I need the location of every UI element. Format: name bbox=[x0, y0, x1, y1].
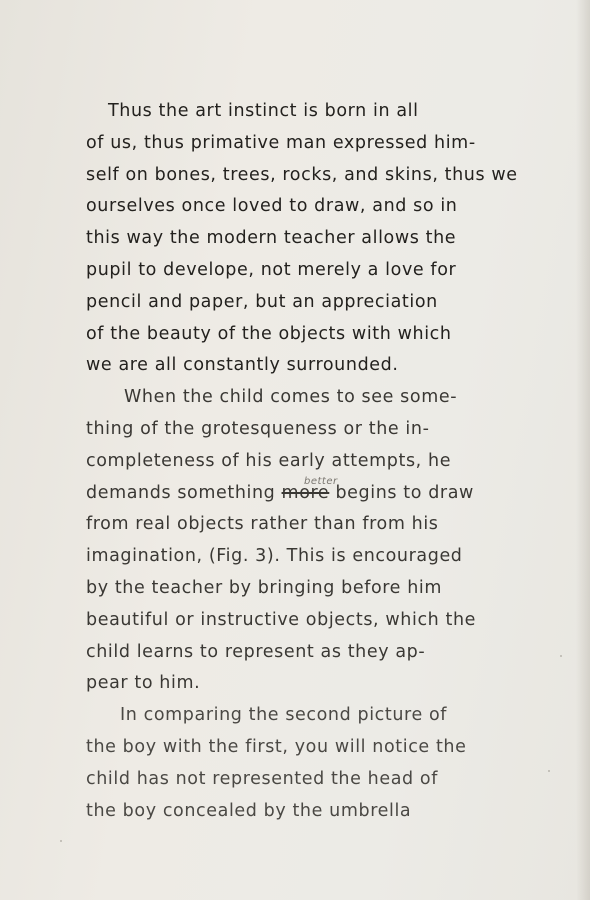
text-line: of us, thus primative man expressed him- bbox=[86, 132, 476, 153]
text-line: pencil and paper, but an appreciation bbox=[86, 291, 438, 312]
text-line: thing of the grotesqueness or the in- bbox=[86, 418, 430, 439]
text-line: by the teacher by bringing before him bbox=[86, 577, 442, 598]
struck-word: more bbox=[281, 482, 330, 503]
paper-speck bbox=[60, 840, 62, 842]
text-line: ourselves once loved to draw, and so in bbox=[86, 196, 458, 217]
text-line: this way the modern teacher allows the bbox=[86, 228, 457, 249]
text-line: child has not represented the head of bbox=[86, 768, 438, 789]
text-line: pupil to develope, not merely a love for bbox=[86, 259, 457, 280]
text-line: When the child comes to see some- bbox=[124, 387, 458, 408]
text-segment: begins to draw bbox=[329, 482, 474, 503]
text-line: from real objects rather than from his bbox=[86, 514, 439, 535]
inserted-word: better bbox=[304, 475, 338, 487]
text-line-with-correction bbox=[86, 475, 526, 510]
text-line: pear to him. bbox=[86, 673, 201, 694]
paper-speck bbox=[548, 770, 550, 772]
text-line: we are all constantly surrounded. bbox=[86, 355, 399, 376]
text-line: In comparing the second picture of bbox=[120, 705, 448, 726]
text-line: of the beauty of the objects with which bbox=[86, 323, 452, 344]
paper-speck bbox=[560, 655, 562, 657]
handwritten-text bbox=[86, 96, 526, 827]
text-line: the boy with the first, you will notice the bbox=[86, 736, 467, 757]
text-line: beautiful or instructive objects, which the bbox=[86, 609, 477, 630]
text-line: completeness of his early attempts, he bbox=[86, 450, 452, 471]
text-line: Thus the art instinct is born in all bbox=[108, 101, 419, 121]
text-line: child learns to represent as they ap- bbox=[86, 641, 426, 662]
text-segment: demands something bbox=[86, 482, 282, 503]
text-line: self on bones, trees, rocks, and skins, thus we bbox=[86, 164, 518, 185]
text-line: the boy concealed by the umbrella bbox=[86, 800, 412, 821]
text-line: imagination, (Fig. 3). This is encouraged bbox=[86, 546, 463, 567]
page-edge-shadow bbox=[576, 0, 590, 900]
